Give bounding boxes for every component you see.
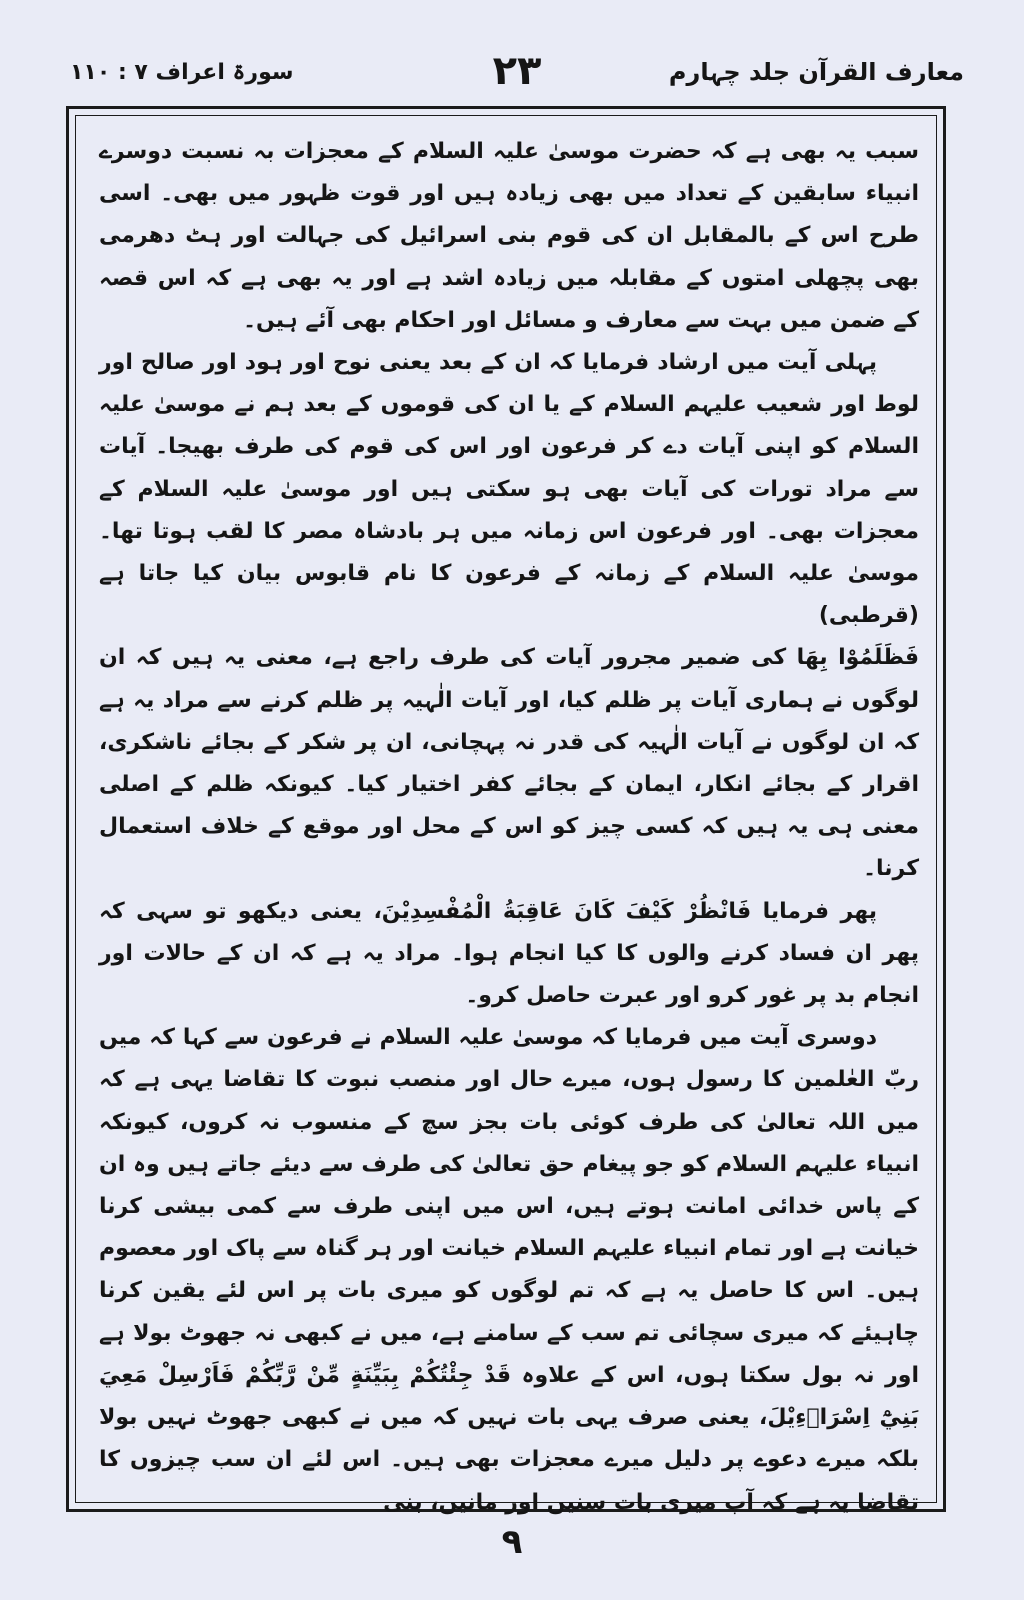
paragraph: پہلی آیت میں ارشاد فرمایا کہ ان کے بعد یعنی نوح اور ہود اور صالح اور لوط اور شعیب علیہم السلام کے یا ان کی قوموں کے بعد ہم نے موسیٰ علیہ السلام کو اپنی آیات دے کر فرعون اور اس کی قوم کی طرف بھیجا۔ آیات سے مراد تورات کی آیات بھی ہو سکتی ہیں اور موسیٰ علیہ السلام کے معجزات بھی۔ اور فرعون اس زمانہ میں ہر بادشاہ مصر کا لقب ہوتا تھا۔ موسیٰ علیہ السلام کے زمانہ کے فرعون کا نام قابوس بیان کیا جاتا ہے (قرطبی) [99, 350, 919, 629]
page-number: ۲۳ [492, 48, 542, 94]
signature-mark: ۹ [501, 1522, 523, 1562]
surah-reference: سورۃ اعراف ۷ : ۱۱۰ [70, 60, 294, 85]
paragraph: پھر فرمایا فَانْظُرْ كَيْفَ كَانَ عَاقِبَةُ الْمُفْسِدِيْنَ، یعنی دیکھو تو سہی کہ پھر ان فساد کرنے والوں کا کیا انجام ہوا۔ مراد یہ ہے کہ ان کے حالات اور انجام بد پر غور کرو اور عبرت حاصل کرو۔ [99, 898, 919, 1009]
paragraph: فَظَلَمُوْا بِهَا کی ضمیر مجرور آیات کی طرف راجع ہے، معنی یہ ہیں کہ ان لوگوں نے ہماری آیات پر ظلم کیا، اور آیات الٰہیہ پر ظلم کرنے سے مراد یہ ہے کہ ان لوگوں نے آیات الٰہیہ کی قدر نہ پہچانی، ان پر شکر کے بجائے ناشکری، اقرار کے بجائے انکار، ایمان کے بجائے کفر اختیار کیا۔ کیونکہ ظلم کے اصلی معنی ہی یہ ہیں کہ کسی چیز کو اس کے محل اور موقع کے خلاف استعمال کرنا۔ [99, 645, 919, 882]
page-body [99, 131, 919, 1515]
page-header [70, 48, 964, 100]
paragraph: دوسری آیت میں فرمایا کہ موسیٰ علیہ السلام نے فرعون سے کہا کہ میں ربّ العٰلمین کا رسول ہوں، میرے حال اور منصب نبوت کا تقاضا یہی ہے کہ میں اللہ تعالیٰ کی طرف کوئی بات بجز سچ کے منسوب نہ کروں، کیونکہ انبیاء علیہم السلام کو جو پیغام حق تعالیٰ کی طرف سے دیئے جاتے ہیں وہ ان کے پاس خدائی امانت ہوتے ہیں، اس میں اپنی طرف سے کمی بیشی کرنا خیانت ہے اور تمام انبیاء علیہم السلام خیانت اور ہر گناہ سے پاک اور معصوم ہیں۔ اس کا حاصل یہ ہے کہ تم لوگوں کو میری بات پر اس لئے یقین کرنا چاہیئے کہ میری سچائی تم سب کے سامنے ہے، میں نے کبھی نہ جھوٹ بولا ہے اور نہ بول سکتا ہوں، اس کے علاوہ قَدْ جِئْتُكُمْ بِبَيِّنَةٍ مِّنْ رَّبِّكُمْ فَاَرْسِلْ مَعِيَ بَنِيْٓ اِسْرَاۗءِيْلَ، یعنی صرف یہی بات نہیں کہ میں نے کبھی جھوٹ نہیں بولا بلکہ میرے دعوے پر دلیل میرے معجزات بھی ہیں۔ اس لئے ان سب چیزوں کا تقاضا یہ ہے کہ آپ میری بات سنیں اور مانیں، بنی [99, 1025, 919, 1515]
paragraph: سبب یہ بھی ہے کہ حضرت موسیٰ علیہ السلام کے معجزات بہ نسبت دوسرے انبیاء سابقین کے تعداد میں بھی زیادہ ہیں اور قوت ظہور میں بھی۔ اسی طرح اس کے بالمقابل ان کی قوم بنی اسرائیل کی جہالت اور ہٹ دھرمی بھی پچھلی امتوں کے مقابلہ میں زیادہ اشد ہے اور یہ بھی ہے کہ اس قصہ کے ضمن میں بہت سے معارف و مسائل اور احکام بھی آئے ہیں۔ [99, 139, 919, 333]
book-title: معارف القرآن جلد چہارم [668, 58, 964, 86]
text-frame [66, 106, 946, 1515]
